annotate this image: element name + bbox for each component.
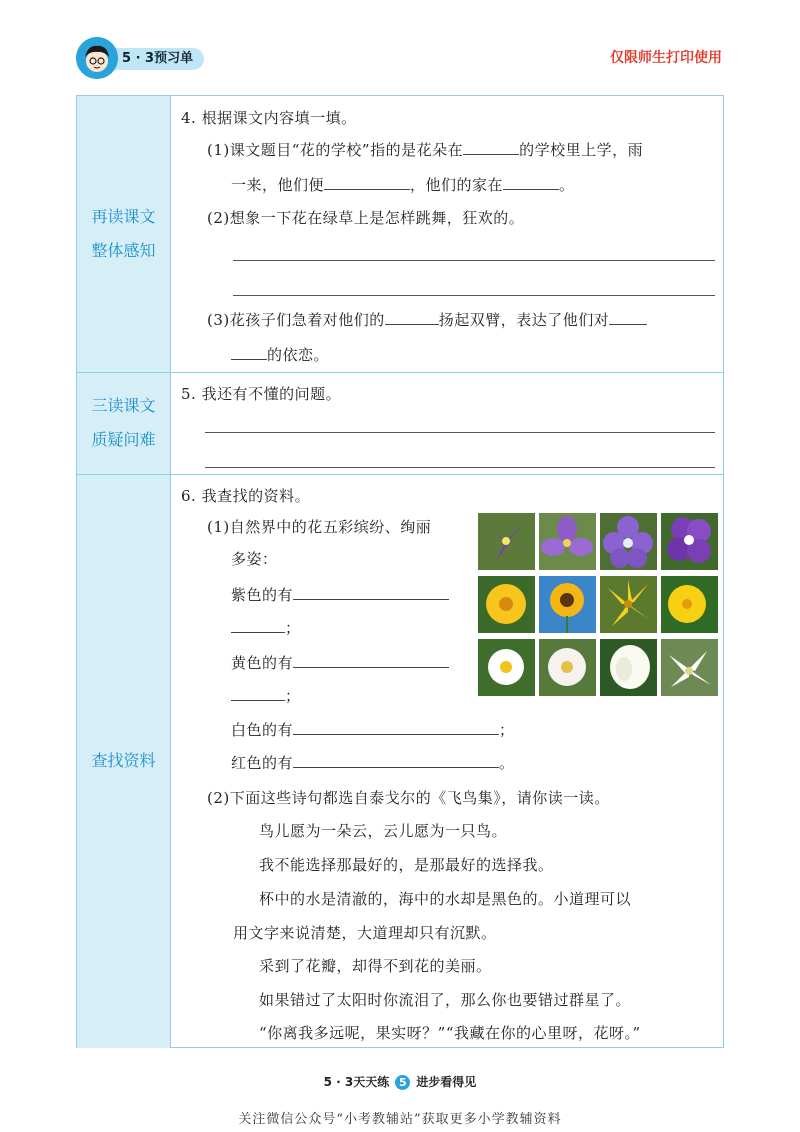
yellow-flower-photo bbox=[539, 576, 596, 633]
answer-blank[interactable] bbox=[609, 310, 647, 325]
purple-flower-photo bbox=[539, 513, 596, 570]
question-5-title: 5. 我还有不懂的问题。 bbox=[181, 385, 342, 403]
question-4-2: (2)想象一下花在绿草上是怎样跳舞，狂欢的。 bbox=[207, 209, 525, 227]
print-notice: 仅限师生打印使用 bbox=[610, 50, 722, 66]
poem-line: 我不能选择那最好的，是那最好的选择我。 bbox=[259, 856, 554, 874]
question-4-3-line1: (3)花孩子们急着对他们的 扬起双臂，表达了他们对 bbox=[207, 309, 647, 330]
question-4-3-line2: 的依恋。 bbox=[231, 344, 329, 365]
purple-flowers-prompt: 紫色的有 bbox=[231, 584, 449, 605]
answer-blank[interactable] bbox=[231, 345, 267, 360]
answer-blank[interactable] bbox=[293, 753, 499, 768]
answer-blank[interactable] bbox=[231, 618, 285, 633]
question-4-1-line2: 一来，他们便 ，他们的家在 。 bbox=[231, 176, 575, 194]
yellow-flowers-cont: ； bbox=[231, 685, 301, 706]
worksheet-table bbox=[76, 95, 724, 1048]
answer-blank[interactable] bbox=[293, 585, 449, 600]
poem-line: “你离我多远呢，果实呀？”“我藏在你的心里呀，花呀。” bbox=[259, 1024, 641, 1042]
answer-blank[interactable] bbox=[463, 140, 519, 155]
section-label-question: 三读课文 质疑问难 bbox=[77, 372, 171, 474]
red-flowers-prompt: 红色的有 。 bbox=[231, 754, 515, 772]
purple-flower-photo bbox=[478, 513, 535, 570]
mascot-avatar-icon bbox=[76, 37, 118, 79]
page-number-badge: 5 bbox=[395, 1075, 410, 1090]
yellow-flower-photo bbox=[478, 576, 535, 633]
question-6-title: 6. 我查找的资料。 bbox=[181, 487, 311, 505]
white-flowers-prompt: 白色的有 ； bbox=[231, 721, 515, 739]
yellow-flowers-prompt: 黄色的有 bbox=[231, 652, 449, 673]
question-6-1-line1: (1)自然界中的花五彩缤纷、绚丽 bbox=[207, 518, 432, 536]
answer-blank[interactable] bbox=[324, 175, 410, 190]
answer-blank[interactable] bbox=[293, 653, 449, 668]
question-6-2: (2)下面这些诗句都选自泰戈尔的《飞鸟集》，请你读一读。 bbox=[207, 789, 610, 807]
yellow-flower-photo bbox=[661, 576, 718, 633]
answer-blank[interactable] bbox=[231, 686, 285, 701]
footer-note: 关注微信公众号“小考教辅站”获取更多小学教辅资料 bbox=[238, 1112, 562, 1127]
answer-blank[interactable] bbox=[503, 175, 559, 190]
answer-line[interactable] bbox=[233, 260, 715, 261]
answer-line[interactable] bbox=[233, 295, 715, 296]
white-flower-photo bbox=[661, 639, 718, 696]
row-divider bbox=[77, 474, 723, 475]
section-label-research: 查找资料 bbox=[77, 474, 171, 1048]
poem-line: 用文字来说清楚，大道理却只有沉默。 bbox=[233, 924, 497, 942]
white-flower-photo bbox=[539, 639, 596, 696]
yellow-flower-photo bbox=[600, 576, 657, 633]
answer-line[interactable] bbox=[205, 432, 715, 433]
question-4-1-line1: (1)课文题目“花的学校”指的是花朵在 的学校里上学，雨 bbox=[207, 141, 644, 159]
series-label: 5 · 3预习单 bbox=[96, 48, 204, 70]
question-6-1-line2: 多姿： bbox=[231, 550, 278, 568]
poem-line: 采到了花瓣，却得不到花的美丽。 bbox=[259, 957, 492, 975]
answer-blank[interactable] bbox=[385, 310, 439, 325]
answer-blank[interactable] bbox=[293, 720, 499, 735]
poem-line: 鸟儿愿为一朵云，云儿愿为一只鸟。 bbox=[259, 822, 508, 840]
section-label-reread: 再读课文 整体感知 bbox=[77, 96, 171, 372]
page-footer: 5 · 3天天练 5 进步看得见 bbox=[323, 1075, 477, 1089]
poem-line: 如果错过了太阳时你流泪了，那么你也要错过群星了。 bbox=[259, 991, 632, 1009]
white-flower-photo bbox=[600, 639, 657, 696]
purple-flowers-cont: ； bbox=[231, 617, 301, 638]
white-flower-photo bbox=[478, 639, 535, 696]
purple-flower-photo bbox=[661, 513, 718, 570]
row-divider bbox=[77, 372, 723, 373]
poem-line: 杯中的水是清澈的，海中的水却是黑色的。小道理可以 bbox=[259, 890, 632, 908]
answer-line[interactable] bbox=[205, 467, 715, 468]
question-4-title: 4. 根据课文内容填一填。 bbox=[181, 109, 357, 127]
purple-flower-photo bbox=[600, 513, 657, 570]
